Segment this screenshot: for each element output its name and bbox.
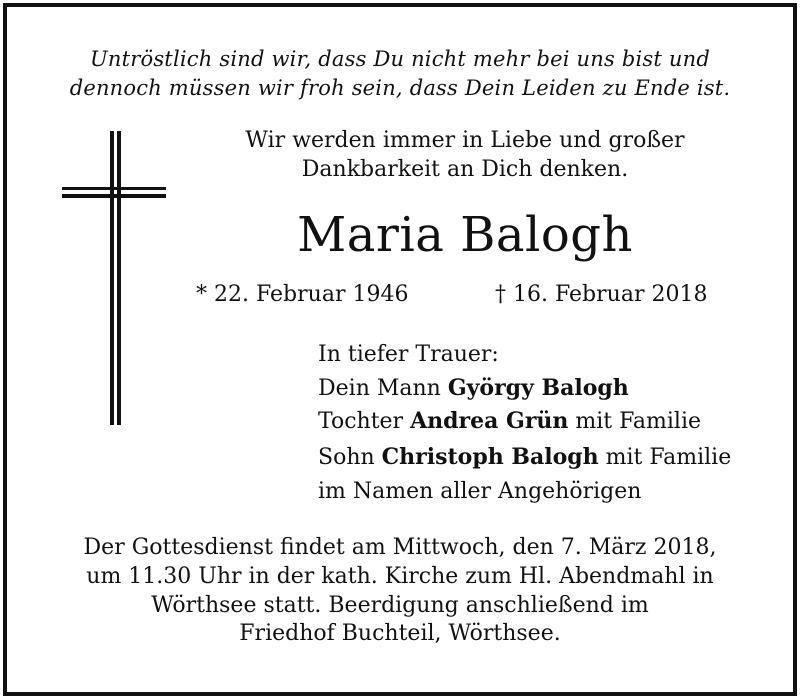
death-date: † 16. Februar 2018 [495, 282, 708, 307]
mourner-row [318, 406, 701, 437]
mourner-name: Andrea Grün [410, 408, 569, 434]
birth-date: * 22. Februar 1946 [196, 282, 409, 307]
mourner-suffix: mit Familie [598, 445, 732, 470]
mourner-relation: Tochter [318, 409, 411, 434]
mourners-closing: im Namen aller Angehörigen [318, 479, 642, 504]
service-line-1: Der Gottesdienst findet am Mittwoch, den 7. März 2018, [83, 535, 717, 560]
quote-line-1: Untröstlich sind wir, dass Du nicht mehr bei uns bist und [89, 47, 711, 71]
service-line-4: Friedhof Buchteil, Wörthsee. [239, 621, 561, 646]
quote-line-2: dennoch müssen wir froh sein, dass Dein Leiden zu Ende ist. [69, 76, 731, 100]
mourner-row [318, 442, 731, 473]
service-line-3: Wörthsee statt. Beerdigung anschließend im [151, 593, 649, 618]
mourner-relation: Dein Mann [318, 376, 448, 401]
remembrance-line-2: Dankbarkeit an Dich denken. [301, 157, 629, 182]
mourner-name: György Balogh [447, 375, 629, 401]
mourner-name: Christoph Balogh [381, 444, 599, 470]
mourner-row [318, 373, 629, 404]
remembrance-line-1: Wir werden immer in Liebe und großer [245, 128, 685, 153]
mourner-suffix: mit Familie [568, 409, 702, 434]
service-line-2: um 11.30 Uhr in der kath. Kirche zum Hl. Abendmahl in [86, 564, 714, 589]
mourners-heading: In tiefer Trauer: [318, 342, 499, 367]
mourner-relation: Sohn [318, 445, 382, 470]
deceased-name: Maria Balogh [297, 207, 633, 263]
cross-icon [62, 131, 166, 425]
